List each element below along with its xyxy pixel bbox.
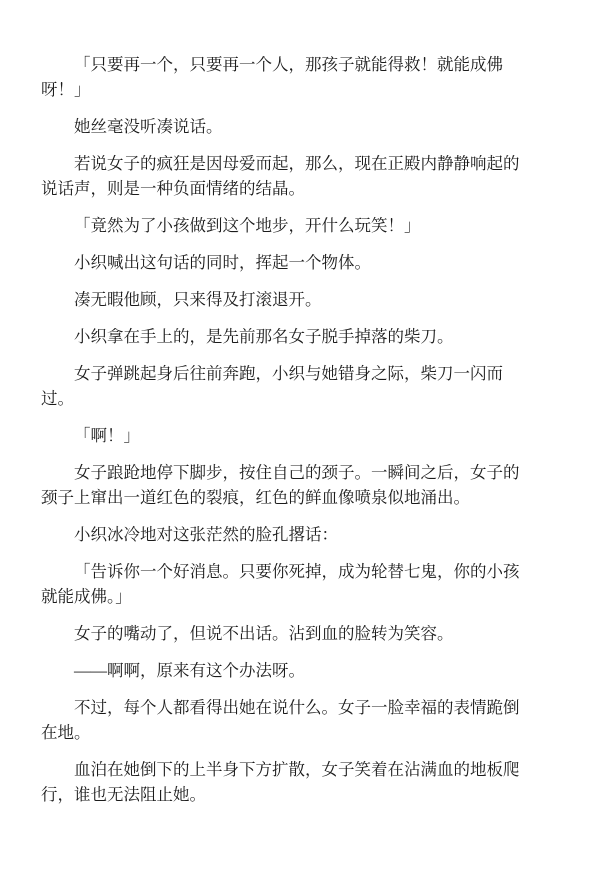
paragraph: 小织拿在手上的，是先前那名女子脱手掉落的柴刀。 xyxy=(74,327,454,346)
paragraph: 女子弹跳起身后往前奔跑，小织与她错身之际，柴刀一闪而过。 xyxy=(41,364,503,408)
paragraph: 小织冰冷地对这张茫然的脸孔撂话： xyxy=(74,525,338,544)
paragraph: 「只要再一个，只要再一个人，那孩子就能得救！就能成佛呀！」 xyxy=(41,55,503,99)
paragraph: 「告诉你一个好消息。只要你死掉，成为轮替七鬼，你的小孩就能成佛。」 xyxy=(41,562,520,606)
paragraph: 她丝毫没听凑说话。 xyxy=(74,117,223,136)
paragraph: 小织喊出这句话的同时，挥起一个物体。 xyxy=(74,253,371,272)
paragraph: 「啊！」 xyxy=(74,426,140,445)
paragraph: ——啊啊，原来有这个办法呀。 xyxy=(74,661,305,680)
paragraph: 凑无暇他顾，只来得及打滚退开。 xyxy=(74,290,322,309)
paragraph: 血泊在她倒下的上半身下方扩散，女子笑着在沾满血的地板爬行，谁也无法阻止她。 xyxy=(41,760,520,804)
paragraph: 「竟然为了小孩做到这个地步，开什么玩笑！」 xyxy=(74,216,421,235)
paragraph: 女子的嘴动了，但说不出话。沾到血的脸转为笑容。 xyxy=(74,624,454,643)
paragraph: 女子踉跄地停下脚步，按住自己的颈子。一瞬间之后，女子的颈子上窜出一道红色的裂痕，红色的鲜血像喷泉似地涌出。 xyxy=(41,463,520,507)
paragraph: 不过，每个人都看得出她在说什么。女子一脸幸福的表情跪倒在地。 xyxy=(41,698,520,742)
paragraph: 若说女子的疯狂是因母爱而起，那么，现在正殿内静静响起的说话声，则是一种负面情绪的结晶。 xyxy=(41,154,520,198)
